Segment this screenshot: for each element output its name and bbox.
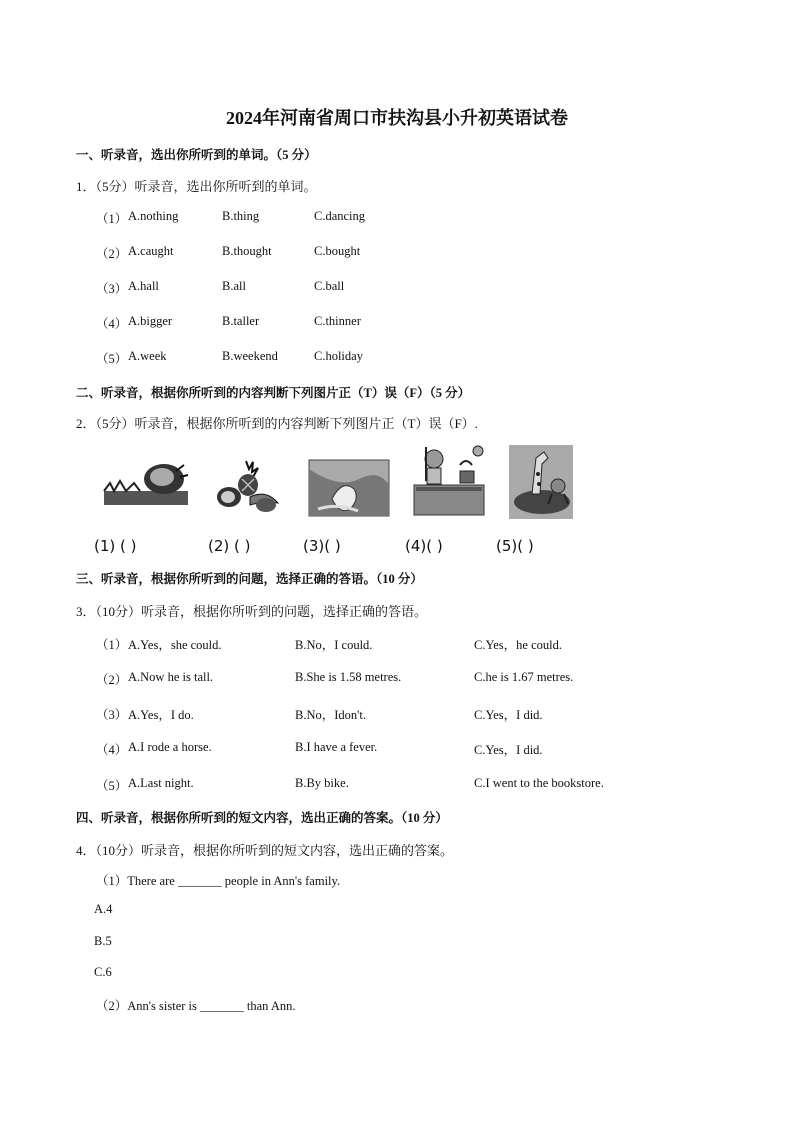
question-1: 1．（5分）听录音，选出你所听到的单词。: [76, 179, 317, 194]
option-c: C.Yes，I did.: [474, 708, 543, 722]
option-a: A.caught: [128, 244, 174, 258]
option-number: （1）: [96, 212, 128, 226]
option-c: C.Yes，he could.: [474, 638, 562, 652]
option-b: B.taller: [222, 314, 260, 328]
option-b: B.weekend: [222, 349, 278, 363]
option-a: A.I rode a horse.: [128, 740, 212, 754]
option-number: （5）: [96, 779, 128, 793]
picture-label: (4)( ): [405, 537, 443, 555]
option-b: B.No，I could.: [295, 638, 373, 652]
option-b: B.thing: [222, 209, 260, 223]
option-b: B.all: [222, 279, 246, 293]
section-4-heading: 四、听录音，根据你所听到的短文内容，选出正确的答案。（10 分）: [76, 811, 448, 825]
picture-label: (2) ( ): [208, 537, 251, 555]
sub-question-2: （2）Ann's sister is _______ than Ann.: [96, 999, 296, 1013]
section-2-heading: 二、听录音，根据你所听到的内容判断下列图片正（T）误（F）（5 分）: [76, 386, 471, 400]
option-a: A.week: [128, 349, 167, 363]
picture-4-boy-fishing: [410, 441, 488, 519]
option-number: （3）: [96, 282, 128, 296]
option-number: （1）: [96, 638, 128, 652]
picture-3-beach: [308, 459, 390, 517]
option-a: A.Last night.: [128, 776, 194, 790]
option-a: A.hall: [128, 279, 159, 293]
option-b: B.No，Idon't.: [295, 708, 367, 722]
option-number: （5）: [96, 352, 128, 366]
answer-option: A.4: [94, 902, 113, 916]
option-a: A.bigger: [128, 314, 173, 328]
option-a: A.Yes，I do.: [128, 708, 194, 722]
option-a: A.Now he is tall.: [128, 670, 214, 684]
answer-option: B.5: [94, 934, 112, 948]
option-b: B.She is 1.58 metres.: [295, 670, 402, 684]
option-b: B.By bike.: [295, 776, 349, 790]
sub-question-1: （1）There are _______ people in Ann's family.: [96, 874, 341, 888]
picture-label: (1) ( ): [94, 537, 137, 555]
option-number: （4）: [96, 317, 128, 331]
picture-2-fruit: [214, 457, 284, 515]
option-a: A.Yes，she could.: [128, 638, 222, 652]
option-c: C.Yes，I did.: [474, 743, 543, 757]
option-c: C.ball: [314, 279, 345, 293]
section-1-heading: 一、听录音，选出你所听到的单词。（5 分）: [76, 148, 317, 162]
picture-label: (5)( ): [496, 537, 534, 555]
option-a: A.nothing: [128, 209, 179, 223]
option-c: C.he is 1.67 metres.: [474, 670, 574, 684]
option-c: C.bought: [314, 244, 361, 258]
option-c: C.thinner: [314, 314, 361, 328]
picture-5-giraffe-monkey: [508, 444, 574, 520]
answer-option: C.6: [94, 965, 112, 979]
option-number: （4）: [96, 743, 128, 757]
picture-label: (3)( ): [303, 537, 341, 555]
option-c: C.holiday: [314, 349, 363, 363]
option-b: B.thought: [222, 244, 272, 258]
option-number: （2）: [96, 247, 128, 261]
section-3-heading: 三、听录音，根据你所听到的问题，选择正确的答语。（10 分）: [76, 572, 423, 586]
question-2: 2．（5分）听录音，根据你所听到的内容判断下列图片正（T）误（F）.: [76, 416, 478, 431]
option-c: C.I went to the bookstore.: [474, 776, 604, 790]
option-number: （2）: [96, 673, 128, 687]
option-b: B.I have a fever.: [295, 740, 378, 754]
option-c: C.dancing: [314, 209, 366, 223]
question-3: 3．（10分）听录音，根据你所听到的问题，选择正确的答语。: [76, 604, 428, 619]
question-4: 4．（10分）听录音，根据你所听到的短文内容，选出正确的答案。: [76, 843, 454, 858]
option-number: （3）: [96, 708, 128, 722]
picture-1-hedgehog-grass: [100, 457, 192, 513]
page-title: 2024年河南省周口市扶沟县小升初英语试卷: [226, 108, 568, 128]
